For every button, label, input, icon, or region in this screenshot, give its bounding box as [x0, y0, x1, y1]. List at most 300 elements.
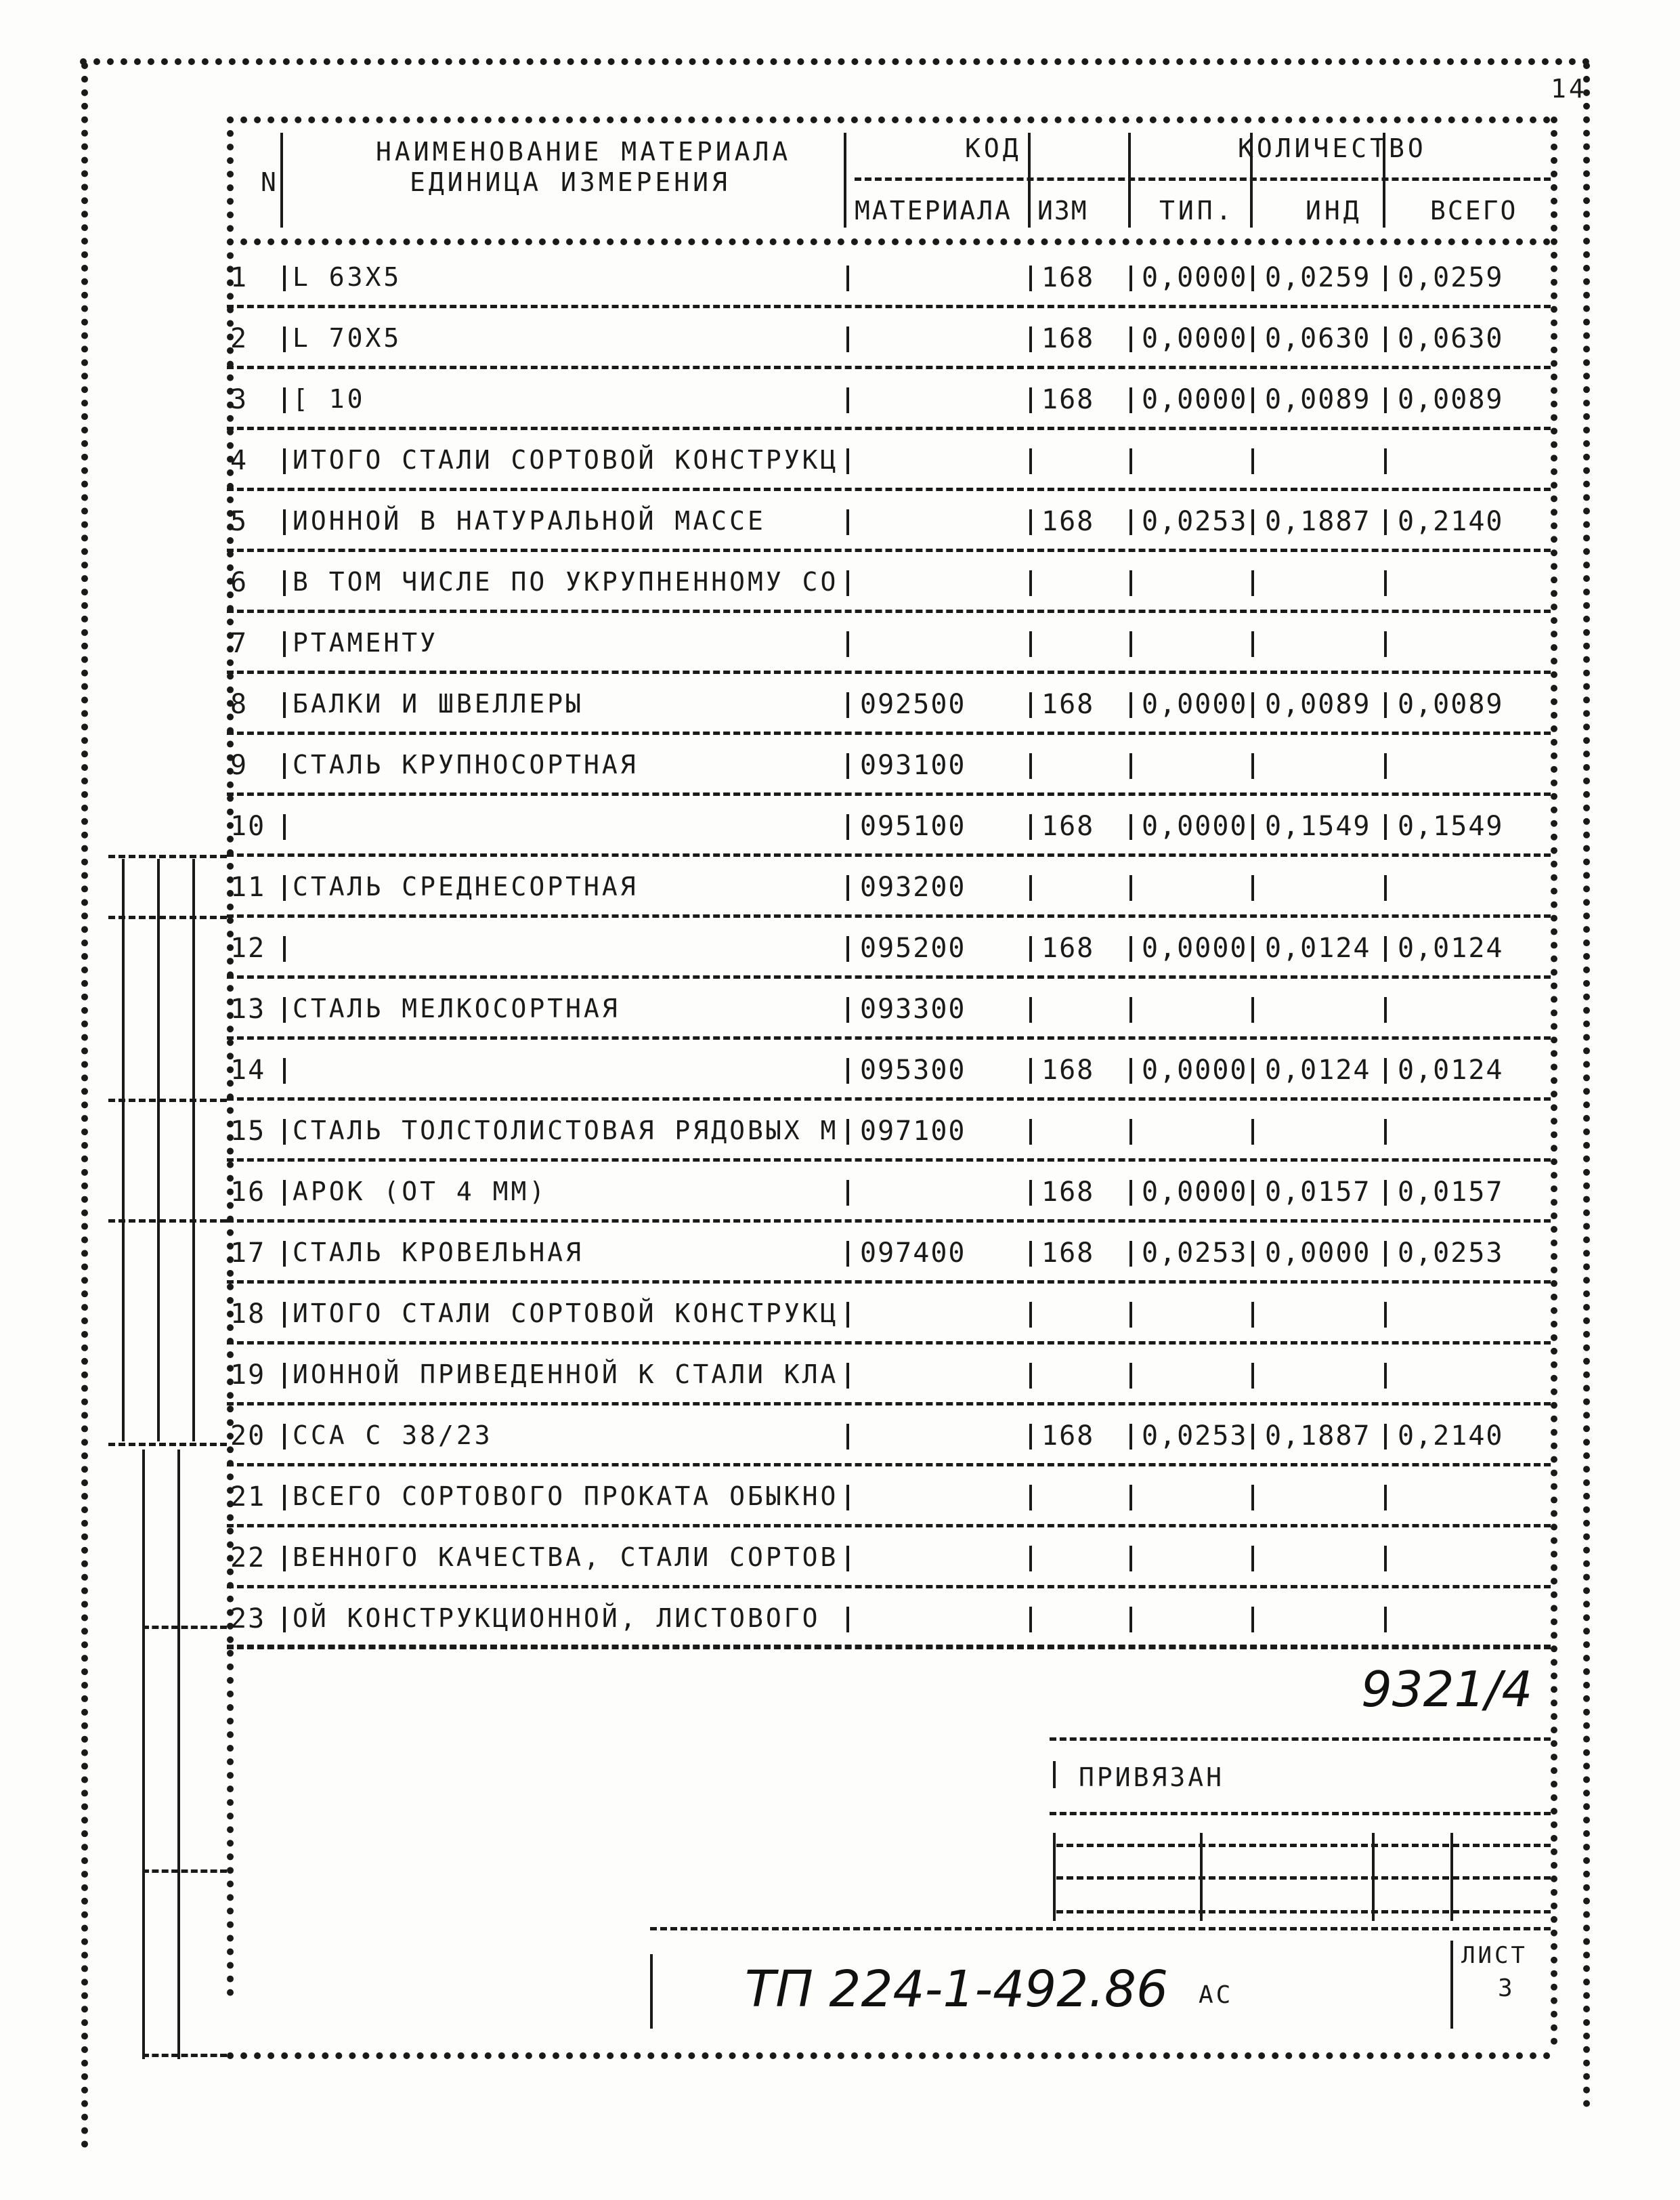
header-quantity-tip: ТИП.: [1159, 196, 1235, 226]
row-quantity-tip: 0,0000: [1142, 689, 1248, 720]
cell-divider: [1251, 753, 1254, 779]
cell-divider: [1251, 1180, 1254, 1206]
cell-divider: [1129, 1241, 1132, 1267]
cell-divider: [1129, 936, 1132, 962]
cell-divider: [1251, 997, 1254, 1023]
frame-left-border: [81, 62, 88, 2149]
row-material-code: 095300: [860, 1055, 966, 1086]
row-material-name: СТАЛЬ СРЕДНЕСОРТНАЯ: [293, 872, 639, 902]
sheet-number: 14: [1551, 74, 1587, 104]
margin-column: [157, 859, 160, 1441]
cell-divider: [1384, 266, 1387, 291]
cell-divider: [283, 997, 286, 1023]
row-quantity-total: 0,0089: [1398, 384, 1504, 415]
cell-divider: [846, 570, 849, 596]
margin-dash: [142, 2054, 227, 2057]
row-material-name: ИОННОЙ В НАТУРАЛЬНОЙ МАССЕ: [293, 506, 766, 536]
header-code-material: МАТЕРИАЛА: [855, 196, 1012, 226]
cell-divider: [846, 1302, 849, 1328]
cell-divider: [1251, 266, 1254, 291]
cell-divider: [283, 448, 286, 474]
header-sub-divider: [855, 177, 1551, 181]
row-unit-code: 168: [1041, 323, 1095, 354]
row-quantity-tip: 0,0253: [1142, 506, 1248, 537]
row-material-name: БАЛКИ И ШВЕЛЛЕРЫ: [293, 689, 584, 719]
cell-divider: [1029, 875, 1032, 901]
row-unit-code: 168: [1041, 384, 1095, 415]
table-top-border: [227, 117, 1551, 123]
cell-divider: [283, 936, 286, 962]
row-number: 10: [230, 811, 266, 842]
cell-divider: [1251, 1424, 1254, 1450]
cell-divider: [846, 1180, 849, 1206]
row-number: 4: [230, 445, 249, 476]
row-number: 19: [230, 1359, 266, 1391]
row-separator: [227, 1463, 1551, 1466]
row-unit-code: 168: [1041, 1238, 1095, 1269]
row-number: 7: [230, 628, 249, 659]
cell-divider: [1129, 631, 1132, 657]
header-code-unit: ИЗМ: [1037, 196, 1088, 226]
cell-divider: [1029, 448, 1032, 474]
cell-divider: [1029, 266, 1032, 291]
row-number: 9: [230, 750, 249, 781]
header-code: КОД: [965, 133, 1022, 163]
cell-divider: [1384, 753, 1387, 779]
cell-divider: [1029, 1546, 1032, 1571]
cell-divider: [846, 509, 849, 535]
cell-divider: [1129, 997, 1132, 1023]
sheet-bottom-border: [227, 2052, 1551, 2059]
cell-divider: [1384, 1241, 1387, 1267]
row-material-name: L 63X5: [293, 262, 402, 292]
row-material-name: СТАЛЬ ТОЛСТОЛИСТОВАЯ РЯДОВЫХ М: [293, 1116, 839, 1145]
row-separator: [227, 1097, 1551, 1101]
cell-divider: [283, 753, 286, 779]
margin-column: [122, 859, 125, 1441]
row-quantity-tip: 0,0000: [1142, 933, 1248, 964]
cell-divider: [1384, 509, 1387, 535]
cell-divider: [283, 1058, 286, 1084]
row-separator: [227, 488, 1551, 491]
row-quantity-ind: 0,0630: [1265, 323, 1371, 354]
cell-divider: [846, 1607, 849, 1632]
row-number: 12: [230, 933, 266, 964]
cell-divider: [1129, 570, 1132, 596]
cell-divider: [846, 1546, 849, 1571]
cell-divider: [846, 387, 849, 413]
cell-divider: [1251, 1607, 1254, 1632]
row-quantity-ind: 0,0124: [1265, 1055, 1371, 1086]
cell-divider: [1129, 875, 1132, 901]
cell-divider: [1251, 631, 1254, 657]
row-number: 17: [230, 1238, 266, 1269]
row-quantity-total: 0,0259: [1398, 262, 1504, 293]
row-separator: [227, 1280, 1551, 1284]
cell-divider: [1384, 1607, 1387, 1632]
row-quantity-tip: 0,0000: [1142, 811, 1248, 842]
row-material-name: ИТОГО СТАЛИ СОРТОВОЙ КОНСТРУКЦ: [293, 445, 839, 475]
cell-divider: [283, 509, 286, 535]
cell-divider: [1129, 1119, 1132, 1145]
cell-divider: [1029, 1058, 1032, 1084]
col-divider-tip: [1128, 133, 1131, 228]
row-quantity-ind: 0,0124: [1265, 933, 1371, 964]
cell-divider: [1384, 875, 1387, 901]
row-material-name: СТАЛЬ МЕЛКОСОРТНАЯ: [293, 994, 620, 1023]
cell-divider: [1129, 753, 1132, 779]
row-separator: [227, 914, 1551, 918]
cell-divider: [283, 631, 286, 657]
cell-divider: [1251, 448, 1254, 474]
row-quantity-tip: 0,0253: [1142, 1238, 1248, 1269]
cell-divider: [1029, 631, 1032, 657]
row-number: 13: [230, 994, 266, 1025]
cell-divider: [283, 1119, 286, 1145]
row-unit-code: 168: [1041, 1177, 1095, 1208]
cell-divider: [283, 692, 286, 718]
cell-divider: [1251, 1241, 1254, 1267]
cell-divider: [1129, 692, 1132, 718]
cell-divider: [1384, 631, 1387, 657]
row-quantity-total: 0,0124: [1398, 933, 1504, 964]
cell-divider: [1384, 1546, 1387, 1571]
cell-divider: [1029, 814, 1032, 840]
cell-divider: [846, 448, 849, 474]
row-material-name: L 70X5: [293, 323, 402, 353]
row-unit-code: 168: [1041, 506, 1095, 537]
cell-divider: [283, 1363, 286, 1389]
stamp-line: [1050, 1812, 1551, 1815]
cell-divider: [1251, 1546, 1254, 1571]
stamp-divider: [1053, 1761, 1056, 1788]
margin-dash: [108, 916, 227, 919]
cell-divider: [1251, 387, 1254, 413]
header-quantity: КОЛИЧЕСТВО: [1238, 133, 1427, 163]
col-divider-material: [844, 133, 846, 228]
row-quantity-tip: 0,0000: [1142, 323, 1248, 354]
cell-divider: [846, 1485, 849, 1510]
row-material-code: 095200: [860, 933, 966, 964]
row-number: 5: [230, 506, 249, 537]
inventory-number: 9321/4: [1361, 1661, 1533, 1718]
row-quantity-ind: 0,0089: [1265, 384, 1371, 415]
cell-divider: [1129, 1424, 1132, 1450]
title-block-left: [650, 1954, 653, 2029]
row-separator: [227, 549, 1551, 552]
cell-divider: [283, 326, 286, 352]
row-separator: [227, 1646, 1551, 1649]
margin-dash: [142, 1869, 227, 1873]
cell-divider: [283, 1424, 286, 1450]
row-quantity-total: 0,2140: [1398, 506, 1504, 537]
cell-divider: [1251, 692, 1254, 718]
row-quantity-ind: 0,0089: [1265, 689, 1371, 720]
row-quantity-tip: 0,0000: [1142, 1177, 1248, 1208]
row-quantity-total: 0,0089: [1398, 689, 1504, 720]
cell-divider: [283, 1241, 286, 1267]
cell-divider: [1029, 936, 1032, 962]
cell-divider: [1029, 692, 1032, 718]
cell-divider: [1029, 1241, 1032, 1267]
stamp-line: [1056, 1910, 1551, 1913]
cell-divider: [1029, 997, 1032, 1023]
row-separator: [227, 427, 1551, 430]
row-quantity-tip: 0,0000: [1142, 384, 1248, 415]
header-name-line2: ЕДИНИЦА ИЗМЕРЕНИЯ: [410, 167, 731, 197]
stamp-divider: [1372, 1833, 1375, 1921]
cell-divider: [1384, 1302, 1387, 1328]
cell-divider: [1129, 387, 1132, 413]
header-quantity-total: ВСЕГО: [1430, 196, 1518, 226]
margin-column: [142, 1450, 145, 2059]
cell-divider: [283, 814, 286, 840]
row-quantity-ind: 0,0259: [1265, 262, 1371, 293]
row-separator: [227, 1402, 1551, 1405]
row-quantity-ind: 0,1887: [1265, 1420, 1371, 1452]
row-quantity-tip: 0,0000: [1142, 262, 1248, 293]
cell-divider: [283, 266, 286, 291]
row-quantity-ind: 0,0000: [1265, 1238, 1371, 1269]
row-separator: [227, 1036, 1551, 1040]
margin-dash: [108, 1099, 227, 1102]
row-separator: [227, 732, 1551, 735]
cell-divider: [1384, 997, 1387, 1023]
cell-divider: [1384, 1424, 1387, 1450]
cell-divider: [846, 936, 849, 962]
margin-column: [192, 859, 195, 1441]
row-quantity-ind: 0,1887: [1265, 506, 1371, 537]
attachment-label: ПРИВЯЗАН: [1079, 1762, 1225, 1792]
row-number: 21: [230, 1481, 266, 1512]
row-unit-code: 168: [1041, 689, 1095, 720]
sheet-value: 3: [1498, 1974, 1515, 2002]
cell-divider: [846, 266, 849, 291]
row-separator: [227, 853, 1551, 857]
cell-divider: [846, 1363, 849, 1389]
row-number: 3: [230, 384, 249, 415]
cell-divider: [1384, 1363, 1387, 1389]
row-separator: [227, 1524, 1551, 1527]
cell-divider: [1029, 570, 1032, 596]
document-designation: ТП 224-1-492.86: [745, 1960, 1169, 2018]
row-material-name: ВЕННОГО КАЧЕСТВА, СТАЛИ СОРТОВ: [293, 1542, 839, 1572]
row-number: 20: [230, 1420, 266, 1452]
row-number: 15: [230, 1116, 266, 1147]
cell-divider: [1384, 387, 1387, 413]
cell-divider: [1384, 448, 1387, 474]
cell-divider: [1129, 448, 1132, 474]
cell-divider: [1129, 1058, 1132, 1084]
cell-divider: [283, 387, 286, 413]
cell-divider: [1029, 326, 1032, 352]
row-material-name: В ТОМ ЧИСЛЕ ПО УКРУПНЕННОМУ СО: [293, 567, 839, 597]
sheet-label: ЛИСТ: [1461, 1942, 1528, 1969]
row-number: 18: [230, 1298, 266, 1330]
cell-divider: [1384, 1485, 1387, 1510]
cell-divider: [846, 692, 849, 718]
row-number: 2: [230, 323, 249, 354]
row-material-name: ИОННОЙ ПРИВЕДЕННОЙ К СТАЛИ КЛА: [293, 1359, 839, 1389]
cell-divider: [846, 1119, 849, 1145]
col-divider-name: [280, 133, 283, 228]
row-separator: [227, 792, 1551, 796]
cell-divider: [846, 814, 849, 840]
cell-divider: [1129, 266, 1132, 291]
cell-divider: [1251, 1302, 1254, 1328]
cell-divider: [1029, 509, 1032, 535]
row-separator: [227, 305, 1551, 308]
cell-divider: [1129, 1180, 1132, 1206]
row-material-code: 093200: [860, 872, 966, 903]
stamp-divider: [1450, 1833, 1453, 1921]
cell-divider: [1384, 1119, 1387, 1145]
row-material-code: 092500: [860, 689, 966, 720]
cell-divider: [1384, 326, 1387, 352]
margin-dash: [108, 1443, 227, 1446]
row-material-code: 093300: [860, 994, 966, 1025]
row-quantity-total: 0,2140: [1398, 1420, 1504, 1452]
table-right-border: [1551, 117, 1557, 2046]
row-separator: [227, 1341, 1551, 1345]
cell-divider: [1384, 1058, 1387, 1084]
header-quantity-ind: ИНД: [1306, 196, 1362, 226]
row-number: 1: [230, 262, 249, 293]
title-block-top: [650, 1927, 1551, 1930]
row-unit-code: 168: [1041, 1420, 1095, 1452]
cell-divider: [1029, 1424, 1032, 1450]
cell-divider: [1251, 1363, 1254, 1389]
stamp-divider: [1053, 1833, 1056, 1921]
cell-divider: [1251, 570, 1254, 596]
cell-divider: [846, 875, 849, 901]
header-number: N: [261, 167, 280, 197]
row-quantity-total: 0,0630: [1398, 323, 1504, 354]
cell-divider: [283, 1485, 286, 1510]
row-number: 11: [230, 872, 266, 903]
cell-divider: [1384, 936, 1387, 962]
row-material-code: 095100: [860, 811, 966, 842]
row-number: 14: [230, 1055, 266, 1086]
cell-divider: [1251, 1058, 1254, 1084]
row-quantity-tip: 0,0253: [1142, 1420, 1248, 1452]
cell-divider: [283, 1607, 286, 1632]
row-separator: [227, 1585, 1551, 1588]
cell-divider: [1251, 936, 1254, 962]
stamp-line: [1056, 1844, 1551, 1847]
row-material-name: АРОК (ОТ 4 ММ): [293, 1177, 548, 1206]
header-bottom-border: [227, 238, 1551, 245]
cell-divider: [1129, 1607, 1132, 1632]
cell-divider: [846, 631, 849, 657]
row-number: 23: [230, 1603, 266, 1634]
cell-divider: [1029, 1119, 1032, 1145]
row-number: 22: [230, 1542, 266, 1573]
cell-divider: [1129, 1302, 1132, 1328]
row-unit-code: 168: [1041, 811, 1095, 842]
cell-divider: [283, 875, 286, 901]
row-separator: [227, 671, 1551, 674]
row-quantity-ind: 0,1549: [1265, 811, 1371, 842]
row-material-name: СТАЛЬ КРОВЕЛЬНАЯ: [293, 1238, 584, 1267]
section-code: АС: [1199, 1981, 1234, 2009]
row-material-name: ИТОГО СТАЛИ СОРТОВОЙ КОНСТРУКЦ: [293, 1298, 839, 1328]
row-separator: [227, 1158, 1551, 1162]
stamp-top: [1050, 1737, 1551, 1741]
row-quantity-total: 0,0253: [1398, 1238, 1504, 1269]
margin-column: [177, 1450, 180, 2059]
cell-divider: [846, 1241, 849, 1267]
row-material-name: СТАЛЬ КРУПНОСОРТНАЯ: [293, 750, 639, 780]
cell-divider: [1251, 814, 1254, 840]
row-unit-code: 168: [1041, 933, 1095, 964]
cell-divider: [283, 1546, 286, 1571]
row-separator: [227, 610, 1551, 613]
row-number: 16: [230, 1177, 266, 1208]
stamp-divider: [1200, 1833, 1203, 1921]
row-material-code: 093100: [860, 750, 966, 781]
cell-divider: [1029, 1180, 1032, 1206]
cell-divider: [1251, 1485, 1254, 1510]
col-divider-unit: [1028, 133, 1031, 228]
cell-divider: [283, 1302, 286, 1328]
row-quantity-total: 0,0124: [1398, 1055, 1504, 1086]
frame-top-border: [80, 58, 1590, 65]
row-quantity-total: 0,1549: [1398, 811, 1504, 842]
cell-divider: [1384, 692, 1387, 718]
row-quantity-tip: 0,0000: [1142, 1055, 1248, 1086]
cell-divider: [846, 753, 849, 779]
cell-divider: [1029, 1302, 1032, 1328]
header-name-line1: НАИМЕНОВАНИЕ МАТЕРИАЛА: [376, 137, 792, 167]
cell-divider: [1129, 326, 1132, 352]
frame-right-border: [1583, 62, 1590, 2108]
cell-divider: [1129, 1485, 1132, 1510]
cell-divider: [1384, 570, 1387, 596]
row-number: 8: [230, 689, 249, 720]
margin-dash: [108, 855, 227, 858]
cell-divider: [1384, 1180, 1387, 1206]
row-separator: [227, 1219, 1551, 1223]
cell-divider: [1251, 1119, 1254, 1145]
row-unit-code: 168: [1041, 1055, 1095, 1086]
cell-divider: [1029, 1607, 1032, 1632]
cell-divider: [1251, 875, 1254, 901]
row-separator: [227, 366, 1551, 369]
row-material-name: ОЙ КОНСТРУКЦИОННОЙ, ЛИСТОВОГО: [293, 1603, 821, 1633]
cell-divider: [283, 570, 286, 596]
row-unit-code: 168: [1041, 262, 1095, 293]
margin-dash: [108, 1219, 227, 1223]
row-material-name: РТАМЕНТУ: [293, 628, 439, 658]
row-number: 6: [230, 567, 249, 598]
row-material-name: ССА С 38/23: [293, 1420, 493, 1450]
margin-dash: [142, 1626, 227, 1629]
cell-divider: [1384, 814, 1387, 840]
row-separator: [227, 975, 1551, 979]
row-material-name: ВСЕГО СОРТОВОГО ПРОКАТА ОБЫКНО: [293, 1481, 839, 1511]
row-quantity-ind: 0,0157: [1265, 1177, 1371, 1208]
cell-divider: [1129, 1363, 1132, 1389]
cell-divider: [1251, 509, 1254, 535]
cell-divider: [1129, 509, 1132, 535]
row-material-code: 097400: [860, 1238, 966, 1269]
title-block-sheet-divider: [1450, 1941, 1453, 2029]
cell-divider: [1029, 1485, 1032, 1510]
cell-divider: [1029, 1363, 1032, 1389]
cell-divider: [846, 326, 849, 352]
cell-divider: [283, 1180, 286, 1206]
